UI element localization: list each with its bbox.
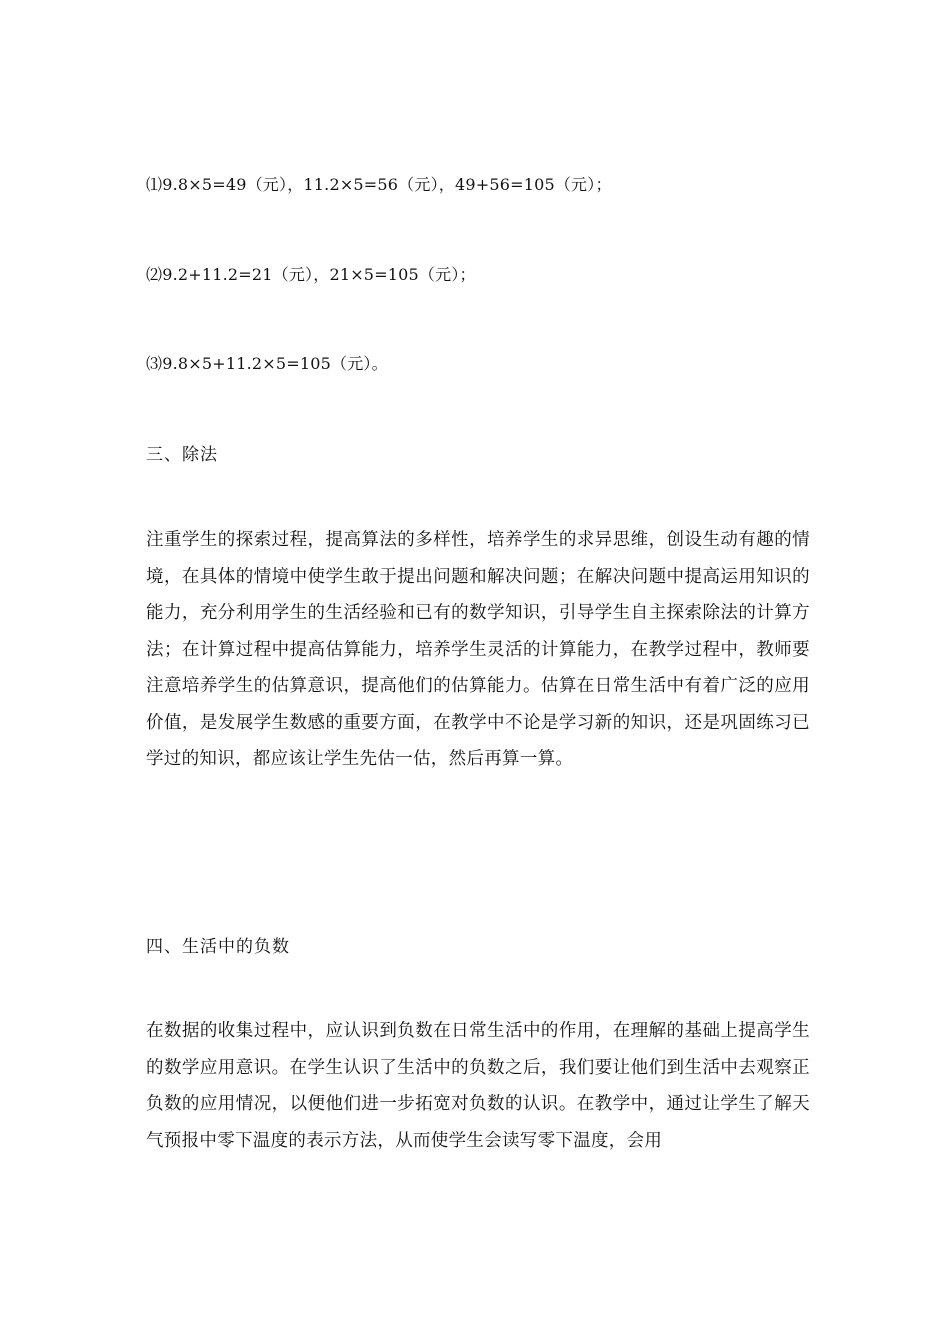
formula-line-3: ⑶9.8×5+11.2×5=105（元）。 [146,354,388,373]
paragraph-division: 注重学生的探索过程，提高算法的多样性，培养学生的求异思维，创设生动有趣的情境，在具体的情境中使学生敢于提出问题和解决问题；在解决问题中提高运用知识的能力，充分利用学生的生活经验和已有的数学知识，引导学生自主探索除法的计算方法；在计算过程中提高估算能力，培养学生灵活的计算能力，在教学过程中，教师要注意培养学生的估算意识，提高他们的估算能力。估算在日常生活中有着广泛的应用价值，是发展学生数感的重要方面，在教学中不论是学习新的知识，还是巩固练习已学过的知识，都应该让学生先估一估，然后再算一算。 [146,530,810,769]
section-heading-division: 三、除法 [146,445,218,465]
section-heading-negative-numbers: 四、生活中的负数 [146,937,290,957]
formula-line-1: ⑴9.8×5=49（元），11.2×5=56（元），49+56=105（元）； [146,175,612,194]
paragraph-negative-numbers: 在数据的收集过程中，应认识到负数在日常生活中的作用，在理解的基础上提高学生的数学应用意识。在学生认识了生活中的负数之后，我们要让他们到生活中去观察正负数的应用情况，以便他们进一步拓宽对负数的认识。在教学中，通过让学生了解天气预报中零下温度的表示方法，从而使学生会读写零下温度，会用 [146,1021,810,1151]
formula-line-2: ⑵9.2+11.2=21（元），21×5=105（元）； [146,265,476,284]
